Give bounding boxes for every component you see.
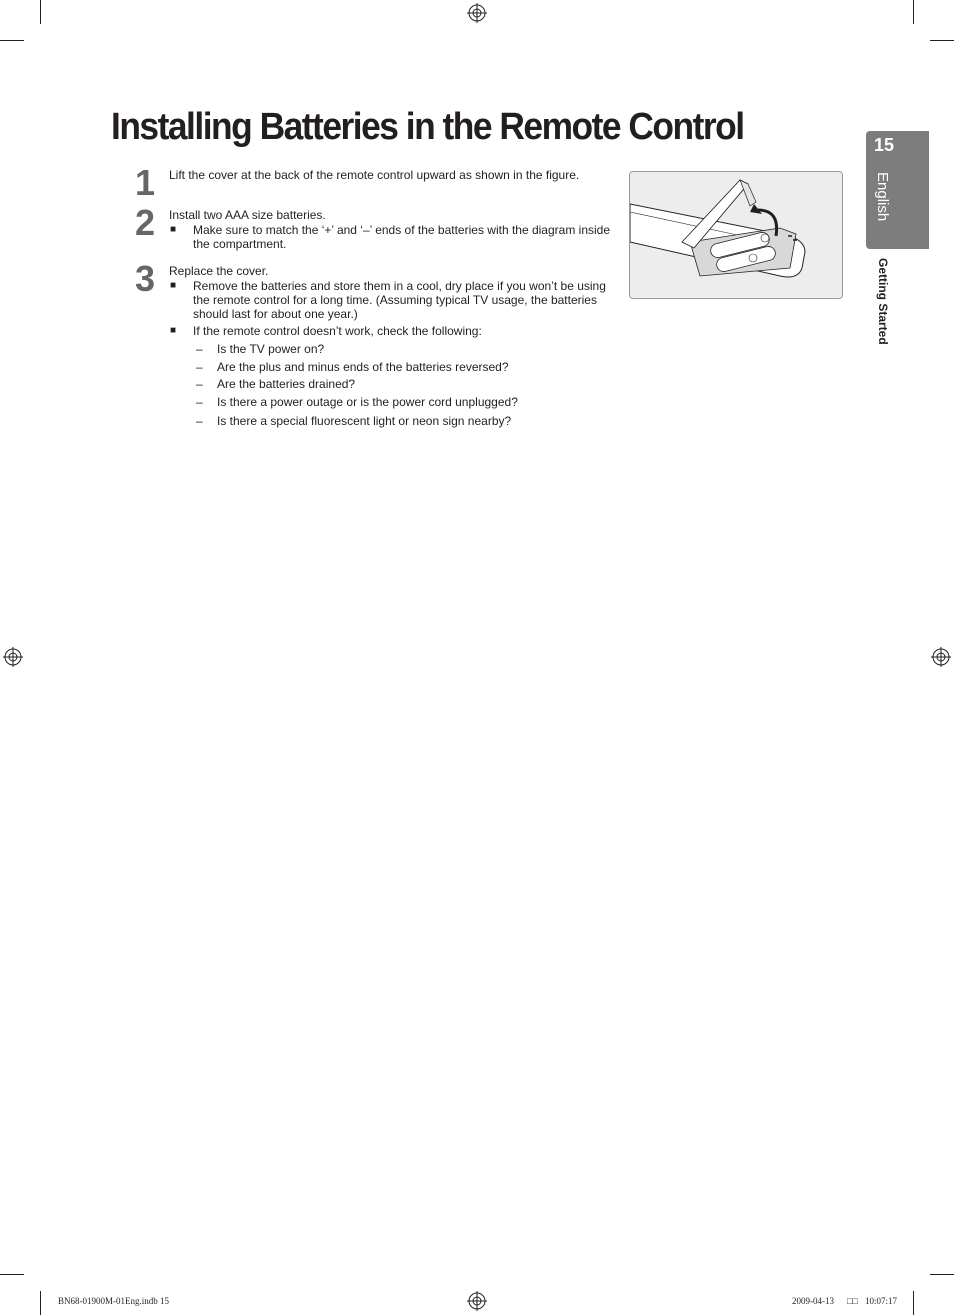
step-text: Lift the cover at the back of the remote control upward as shown in the figure. <box>169 168 580 182</box>
bullet-text: the compartment. <box>193 237 287 251</box>
registration-mark-icon <box>3 647 23 667</box>
bullet-text: the remote control for a long time. (Assuming typical TV usage, the batteries <box>193 293 597 307</box>
crop-mark <box>930 1274 954 1275</box>
crop-mark <box>0 40 24 41</box>
bullet-text: should last for about one year.) <box>193 307 358 321</box>
step-number: 2 <box>135 202 155 243</box>
bullet-text: Make sure to match the ‘+’ and ‘–’ ends of the batteries with the diagram inside <box>193 223 611 237</box>
crop-mark <box>40 0 41 24</box>
section-label: Getting Started <box>876 258 890 345</box>
dash-mark: – <box>196 342 203 356</box>
dash-mark: – <box>196 414 203 428</box>
step-text: Replace the cover. <box>169 264 269 278</box>
crop-mark <box>913 1291 914 1315</box>
bullet-text: If the remote control doesn’t work, check the following: <box>193 324 482 338</box>
language-label: English <box>874 172 891 222</box>
registration-mark-icon <box>467 3 487 23</box>
registration-mark-icon <box>467 1291 487 1311</box>
bullet-icon: ■ <box>170 224 177 235</box>
check-item: Are the batteries drained? <box>217 377 356 391</box>
bullet-icon: ■ <box>170 280 177 291</box>
footer-mystery-glyphs: □□ <box>847 1296 858 1306</box>
page-number: 15 <box>874 135 895 155</box>
crop-mark <box>40 1291 41 1315</box>
crop-mark <box>913 0 914 24</box>
step-number: 1 <box>135 162 155 203</box>
step-number: 3 <box>135 258 155 299</box>
page-title: Installing Batteries in the Remote Control <box>111 106 744 148</box>
crop-mark <box>930 40 954 41</box>
remote-battery-figure <box>629 171 843 299</box>
footer-date: 2009-04-13 <box>792 1296 834 1306</box>
check-item: Is there a power outage or is the power cord unplugged? <box>217 395 518 409</box>
crop-mark <box>0 1274 24 1275</box>
dash-mark: – <box>196 395 203 409</box>
dash-mark: – <box>196 360 203 374</box>
dash-mark: – <box>196 377 203 391</box>
check-item: Are the plus and minus ends of the batteries reversed? <box>217 360 509 374</box>
remote-control-illustration <box>630 172 842 298</box>
registration-mark-icon <box>931 647 951 667</box>
step-text: Install two AAA size batteries. <box>169 208 326 222</box>
bullet-text: Remove the batteries and store them in a cool, dry place if you won’t be using <box>193 279 606 293</box>
bullet-icon: ■ <box>170 325 177 336</box>
check-item: Is the TV power on? <box>217 342 325 356</box>
footer-file: BN68-01900M-01Eng.indb 15 <box>58 1296 169 1306</box>
check-item: Is there a special fluorescent light or neon sign nearby? <box>217 414 512 428</box>
footer-time: 10:07:17 <box>865 1296 898 1306</box>
